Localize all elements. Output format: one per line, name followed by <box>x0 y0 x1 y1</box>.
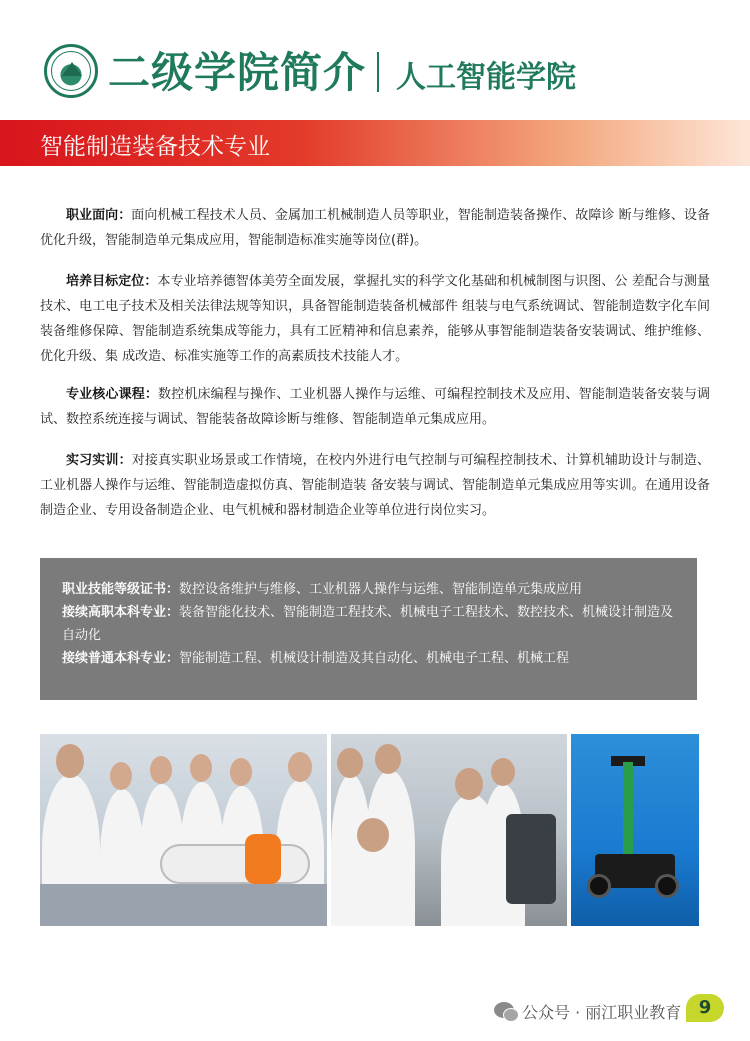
section-label: 专业核心课程： <box>66 387 159 402</box>
info-row-regular-bachelor <box>62 647 675 670</box>
photo-robot-lab <box>40 734 327 926</box>
photo-mobile-robot <box>571 734 699 926</box>
section-core-courses <box>40 382 710 432</box>
section-label: 实习实训： <box>66 453 132 468</box>
info-label: 接续高职本科专业： <box>62 605 180 620</box>
info-text: 数控设备维护与维修、工业机器人操作与运维、智能制造单元集成应用 <box>179 582 583 597</box>
section-training <box>40 448 710 523</box>
info-label: 职业技能等级证书： <box>62 582 180 597</box>
major-title: 智能制造装备技术专业 <box>40 134 270 160</box>
wechat-icon <box>494 1002 514 1018</box>
section-label: 培养目标定位： <box>66 274 158 289</box>
section-label: 职业面向： <box>66 208 132 223</box>
info-label: 接续普通本科专业： <box>62 651 180 666</box>
page-title: 二级学院简介 <box>108 48 367 97</box>
section-text: 数控机床编程与操作、工业机器人操作与运维、可编程控制技术及应用、智能制造装备安装与调试、数控系统连接与调试、智能装备故障诊断与维修、智能制造单元集成应用。 <box>40 387 710 427</box>
info-row-certificates <box>62 578 675 601</box>
info-text: 智能制造工程、机械设计制造及其自动化、机械电子工程、机械工程 <box>179 651 570 666</box>
info-row-vocational-bachelor <box>62 601 675 647</box>
page-number: 9 <box>686 994 724 1022</box>
college-logo-icon <box>44 44 98 98</box>
page-header <box>0 0 750 120</box>
section-text: 本专业培养德智体美劳全面发展，掌握扎实的科学文化基础和机械制图与识图、公 差配合与测量技术、电工电子技术及相关法律法规等知识，具备智能制造装备机械部件 组装与电气系统调试、智能制造数字化车间装备维修保障、智能制造系统集成等能力，具有工匠精神和信息素养，能够从事智能制造装备安装调试、维护维修、优化升级、集 成改造、标准实施等工作的高素质技术技能人才。 <box>40 274 710 364</box>
photo-students-lab <box>331 734 567 926</box>
footer-source: 公众号 · 丽江职业教育 <box>522 1003 682 1022</box>
info-box <box>40 558 697 700</box>
section-text: 对接真实职业场景或工作情境，在校内外进行电气控制与可编程控制技术、计算机辅助设计与制造、工业机器人操作与运维、智能制造虚拟仿真、智能制造装 备安装与调试、智能制造单元集成应用等实训。在通用设备制造企业、专用设备制造企业、电气机械和器材制造企业等单位进行岗位实习。 <box>40 453 710 518</box>
section-text: 面向机械工程技术人员、金属加工机械制造人员等职业，智能制造装备操作、故障诊 断与维修、设备优化升级，智能制造单元集成应用，智能制造标准实施等岗位(群)。 <box>40 208 710 248</box>
title-divider <box>377 52 379 92</box>
major-banner <box>0 120 750 166</box>
section-career <box>40 203 710 253</box>
section-goal <box>40 269 710 369</box>
college-name: 人工智能学院 <box>396 60 576 95</box>
info-text: 装备智能化技术、智能制造工程技术、机械电子工程技术、数控技术、机械设计制造及自动化 <box>62 605 674 643</box>
